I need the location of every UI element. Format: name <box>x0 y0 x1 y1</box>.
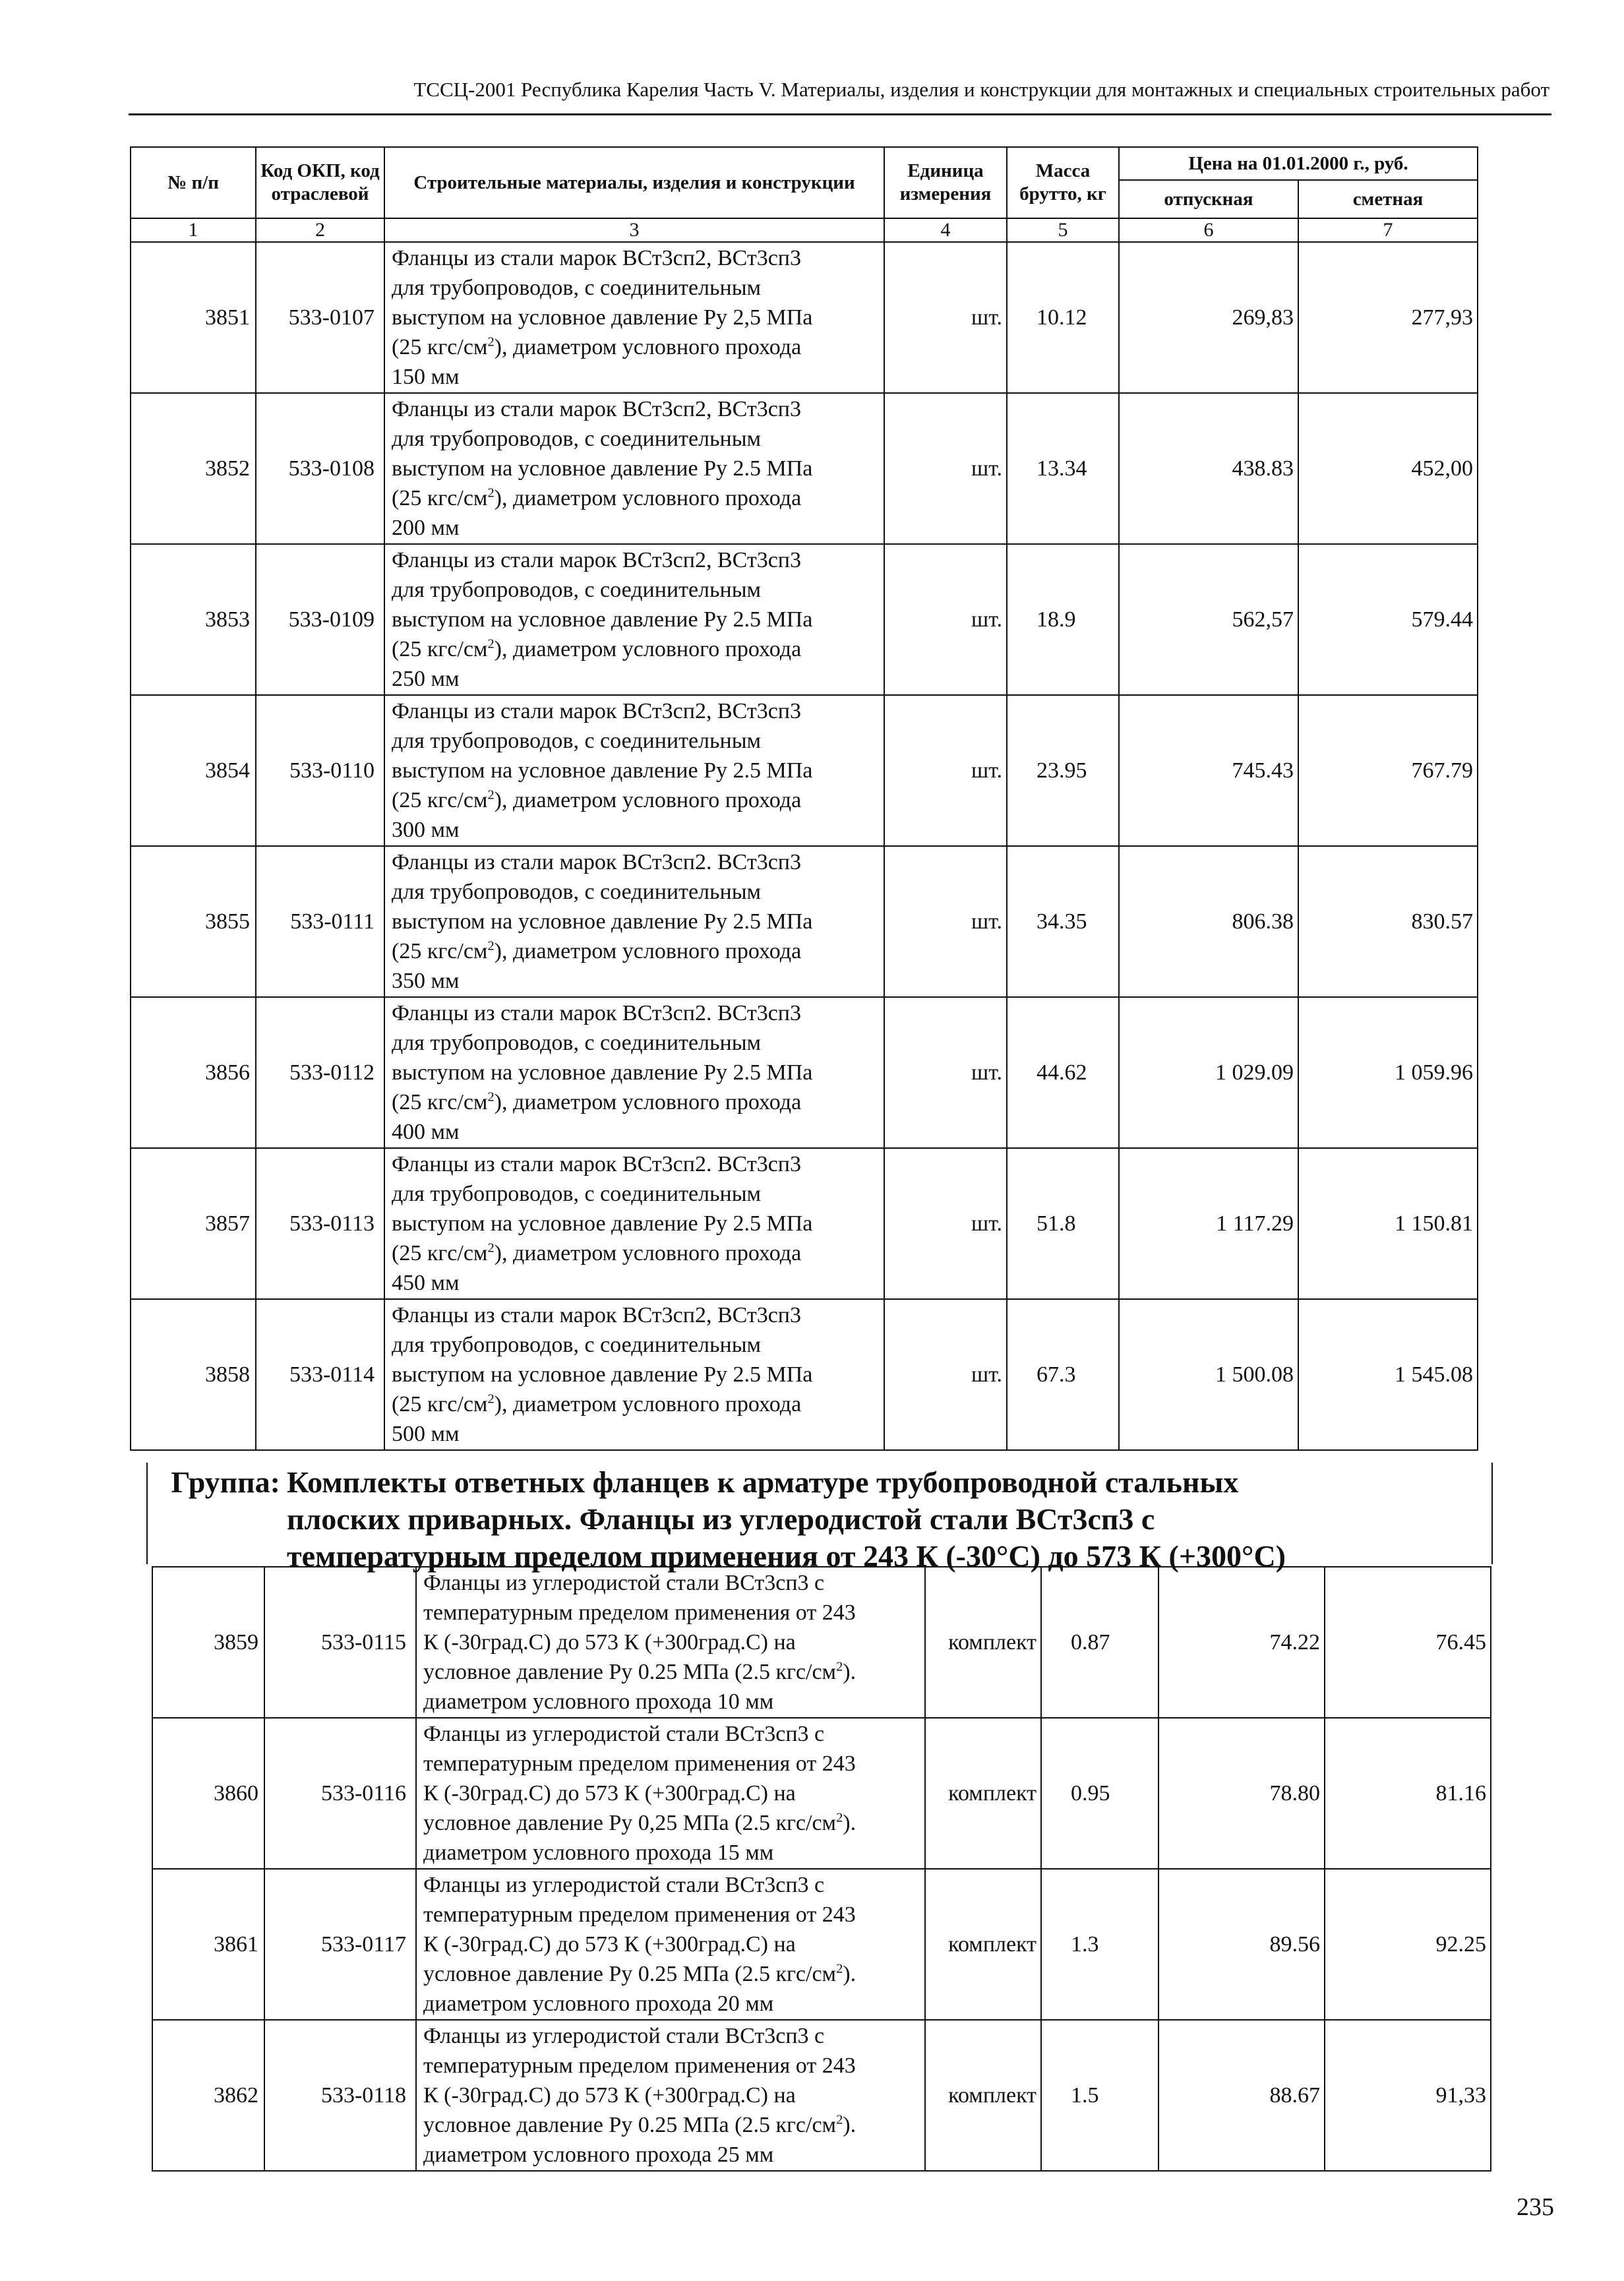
description-text: условное давление Ру 0.25 МПа (2.5 кгс/см <box>423 2113 837 2137</box>
superscript: 2 <box>487 787 495 803</box>
item-number: 3856 <box>131 997 256 1148</box>
description-line <box>392 785 884 815</box>
unit-of-measure: комплект <box>925 1869 1041 2020</box>
description-line: Фланцы из стали марок ВСт3сп2. ВСт3сп3 <box>392 850 801 874</box>
description-text: ), диаметром условного прохода <box>494 637 802 661</box>
superscript: 2 <box>487 1391 495 1407</box>
description-line: К (-30град.С) до 573 К (+300град.С) на <box>423 1630 796 1655</box>
table-row <box>131 846 1478 997</box>
column-number: 7 <box>1298 218 1478 242</box>
description-text: условное давление Ру 0.25 МПа (2.5 кгс/см <box>423 1962 837 1986</box>
description-line: Фланцы из стали марок ВСт3сп2. ВСт3сп3 <box>392 1152 801 1176</box>
estimate-price: 1 059.96 <box>1298 997 1478 1148</box>
col-header-unit: Единица измерения <box>884 147 1007 218</box>
description-text: ). <box>843 1811 857 1835</box>
unit-of-measure: комплект <box>925 1567 1041 1718</box>
table-row <box>152 2020 1491 2171</box>
column-number: 3 <box>384 218 884 242</box>
description-line: Фланцы из углеродистой стали ВСт3сп3 с <box>423 1722 825 1746</box>
table-row <box>131 1299 1478 1450</box>
item-number: 3857 <box>131 1148 256 1299</box>
header-rule <box>129 113 1551 115</box>
description-text: ), диаметром условного прохода <box>494 1392 802 1416</box>
description-line: 450 мм <box>392 1271 460 1295</box>
description-text: ), диаметром условного прохода <box>494 1090 802 1114</box>
description-text: ), диаметром условного прохода <box>494 335 802 359</box>
description-line <box>392 1238 884 1268</box>
description-text: ), диаметром условного прохода <box>494 939 802 963</box>
description-line <box>392 634 884 664</box>
description-line: для трубопроводов, с соединительным <box>392 578 762 602</box>
description-line: для трубопроводов, с соединительным <box>392 1182 762 1206</box>
group-title-line: плоских приварных. Фланцы из углеродистой стали ВСт3сп3 с <box>287 1502 1155 1536</box>
release-price: 269,83 <box>1119 242 1298 393</box>
okp-code: 533-0109 <box>256 544 384 695</box>
description-line: температурным пределом применения от 243 <box>423 1902 856 1927</box>
description-line: выступом на условное давление Ру 2.5 МПа <box>392 1060 813 1085</box>
description-line: Фланцы из стали марок ВСт3сп2, ВСт3сп3 <box>392 699 801 723</box>
description-line <box>423 1657 924 1687</box>
description-text: ). <box>843 1962 857 1986</box>
release-price: 1 500.08 <box>1119 1299 1298 1450</box>
unit-of-measure: шт. <box>884 544 1007 695</box>
release-price: 78.80 <box>1158 1718 1325 1869</box>
item-number: 3858 <box>131 1299 256 1450</box>
description-line: К (-30град.С) до 573 К (+300град.С) на <box>423 2083 796 2108</box>
estimate-price: 767.79 <box>1298 695 1478 846</box>
col-header-material: Строительные материалы, изделия и конструкции <box>384 147 884 218</box>
price-table-group <box>152 1566 1491 2172</box>
description-line: для трубопроводов, с соединительным <box>392 729 762 753</box>
table-row <box>152 1718 1491 1869</box>
estimate-price: 76.45 <box>1325 1567 1491 1718</box>
table-row <box>131 544 1478 695</box>
description-line: для трубопроводов, с соединительным <box>392 1333 762 1357</box>
unit-of-measure: шт. <box>884 393 1007 544</box>
description-line: 400 мм <box>392 1120 460 1144</box>
material-description <box>416 2020 925 2171</box>
description-text: (25 кгс/см <box>392 788 488 812</box>
superscript: 2 <box>836 1810 843 1825</box>
okp-code: 533-0111 <box>256 846 384 997</box>
okp-code: 533-0107 <box>256 242 384 393</box>
gross-mass: 1.5 <box>1041 2020 1158 2171</box>
gross-mass: 23.95 <box>1007 695 1119 846</box>
description-line: К (-30град.С) до 573 К (+300град.С) на <box>423 1781 796 1806</box>
description-line <box>392 483 884 513</box>
estimate-price: 92.25 <box>1325 1869 1491 2020</box>
description-line: выступом на условное давление Ру 2.5 МПа <box>392 758 813 783</box>
okp-code: 533-0110 <box>256 695 384 846</box>
unit-of-measure: шт. <box>884 242 1007 393</box>
gross-mass: 13.34 <box>1007 393 1119 544</box>
item-number: 3861 <box>152 1869 264 2020</box>
column-number: 6 <box>1119 218 1298 242</box>
material-description <box>384 695 884 846</box>
okp-code: 533-0108 <box>256 393 384 544</box>
unit-of-measure: комплект <box>925 2020 1041 2171</box>
gross-mass: 51.8 <box>1007 1148 1119 1299</box>
column-number-row <box>131 218 1478 242</box>
group-title-line: Комплекты ответных фланцев к арматуре трубопроводной стальных <box>287 1465 1239 1499</box>
estimate-price: 91,33 <box>1325 2020 1491 2171</box>
item-number: 3862 <box>152 2020 264 2171</box>
description-line: температурным пределом применения от 243 <box>423 2053 856 2078</box>
estimate-price: 81.16 <box>1325 1718 1491 1869</box>
description-line: Фланцы из стали марок ВСт3сп2, ВСт3сп3 <box>392 397 801 421</box>
item-number: 3855 <box>131 846 256 997</box>
material-description <box>384 242 884 393</box>
description-text: (25 кгс/см <box>392 637 488 661</box>
table-row <box>131 242 1478 393</box>
estimate-price: 277,93 <box>1298 242 1478 393</box>
material-description <box>384 393 884 544</box>
description-line: диаметром условного прохода 20 мм <box>423 1992 774 2016</box>
material-description <box>384 1299 884 1450</box>
column-number: 5 <box>1007 218 1119 242</box>
item-number: 3854 <box>131 695 256 846</box>
description-text: ), диаметром условного прохода <box>494 788 802 812</box>
description-line: выступом на условное давление Ру 2.5 МПа <box>392 1211 813 1236</box>
column-number: 1 <box>131 218 256 242</box>
description-line: Фланцы из углеродистой стали ВСт3сп3 с <box>423 1873 825 1897</box>
group-title-line: температурным пределом применения от 243 К (-30°С) до 573 К (+300°С) <box>287 1539 1286 1573</box>
material-description <box>384 997 884 1148</box>
okp-code: 533-0117 <box>264 1869 416 2020</box>
col-header-estimate-price: сметная <box>1298 180 1478 218</box>
description-text: ). <box>843 2113 857 2137</box>
description-line <box>392 1389 884 1419</box>
description-line: Фланцы из стали марок ВСт3сп2, ВСт3сп3 <box>392 1303 801 1327</box>
description-line: Фланцы из стали марок ВСт3сп2, ВСт3сп3 <box>392 246 801 270</box>
table-row <box>152 1869 1491 2020</box>
description-line: диаметром условного прохода 15 мм <box>423 1840 774 1865</box>
estimate-price: 830.57 <box>1298 846 1478 997</box>
description-line: выступом на условное давление Ру 2.5 МПа <box>392 1362 813 1387</box>
description-line: Фланцы из углеродистой стали ВСт3сп3 с <box>423 1571 825 1595</box>
material-description <box>384 846 884 997</box>
table-row <box>131 997 1478 1148</box>
description-line: выступом на условное давление Ру 2.5 МПа <box>392 607 813 632</box>
description-line: для трубопроводов, с соединительным <box>392 427 762 451</box>
superscript: 2 <box>487 636 495 652</box>
description-line: 300 мм <box>392 818 460 842</box>
table-row <box>131 1148 1478 1299</box>
release-price: 89.56 <box>1158 1869 1325 2020</box>
gross-mass: 34.35 <box>1007 846 1119 997</box>
superscript: 2 <box>487 938 495 954</box>
description-line: 200 мм <box>392 516 460 540</box>
item-number: 3851 <box>131 242 256 393</box>
gross-mass: 0.87 <box>1041 1567 1158 1718</box>
description-text: (25 кгс/см <box>392 1392 488 1416</box>
description-line <box>423 1808 924 1838</box>
release-price: 88.67 <box>1158 2020 1325 2171</box>
unit-of-measure: шт. <box>884 1299 1007 1450</box>
column-number: 4 <box>884 218 1007 242</box>
col-header-number: № п/п <box>131 147 256 218</box>
table-row <box>131 393 1478 544</box>
description-line: для трубопроводов, с соединительным <box>392 880 762 904</box>
item-number: 3859 <box>152 1567 264 1718</box>
superscript: 2 <box>836 2112 843 2127</box>
description-line: 150 мм <box>392 365 460 389</box>
superscript: 2 <box>836 1659 843 1674</box>
gross-mass: 18.9 <box>1007 544 1119 695</box>
estimate-price: 579.44 <box>1298 544 1478 695</box>
material-description <box>416 1869 925 2020</box>
material-description <box>384 544 884 695</box>
gross-mass: 0.95 <box>1041 1718 1158 1869</box>
description-text: (25 кгс/см <box>392 1090 488 1114</box>
gross-mass: 1.3 <box>1041 1869 1158 2020</box>
description-line: для трубопроводов, с соединительным <box>392 1031 762 1055</box>
description-line: 350 мм <box>392 969 460 993</box>
release-price: 562,57 <box>1119 544 1298 695</box>
description-line: выступом на условное давление Ру 2.5 МПа <box>392 456 813 481</box>
unit-of-measure: шт. <box>884 1148 1007 1299</box>
superscript: 2 <box>487 1240 495 1256</box>
material-description <box>416 1718 925 1869</box>
description-text: (25 кгс/см <box>392 1241 488 1265</box>
description-line: диаметром условного прохода 10 мм <box>423 1689 774 1714</box>
description-line: температурным пределом применения от 243 <box>423 1600 856 1625</box>
description-text: (25 кгс/см <box>392 939 488 963</box>
release-price: 438.83 <box>1119 393 1298 544</box>
description-text: условное давление Ру 0.25 МПа (2.5 кгс/см <box>423 1660 837 1684</box>
description-line: выступом на условное давление Ру 2.5 МПа <box>392 909 813 934</box>
table-row <box>152 1567 1491 1718</box>
description-line: К (-30град.С) до 573 К (+300град.С) на <box>423 1932 796 1957</box>
description-line: выступом на условное давление Ру 2,5 МПа <box>392 305 813 330</box>
col-header-mass: Масса брутто, кг <box>1007 147 1119 218</box>
material-description <box>384 1148 884 1299</box>
superscript: 2 <box>487 485 495 501</box>
okp-code: 533-0114 <box>256 1299 384 1450</box>
description-line <box>423 2110 924 2140</box>
table-row <box>131 695 1478 846</box>
gross-mass: 67.3 <box>1007 1299 1119 1450</box>
col-header-release-price: отпускная <box>1119 180 1298 218</box>
release-price: 74.22 <box>1158 1567 1325 1718</box>
description-line: Фланцы из углеродистой стали ВСт3сп3 с <box>423 2024 825 2048</box>
unit-of-measure: шт. <box>884 846 1007 997</box>
description-text: ), диаметром условного прохода <box>494 1241 802 1265</box>
description-text: условное давление Ру 0,25 МПа (2.5 кгс/см <box>423 1811 837 1835</box>
description-line: 250 мм <box>392 667 460 691</box>
superscript: 2 <box>487 334 495 350</box>
running-header: ТССЦ-2001 Республика Карелия Часть V. Материалы, изделия и конструкции для монтажных и специальных строительных работ <box>413 78 1549 101</box>
group-title <box>287 1464 1490 1575</box>
description-line: диаметром условного прохода 25 мм <box>423 2143 774 2167</box>
superscript: 2 <box>836 1961 843 1976</box>
description-line: Фланцы из стали марок ВСт3сп2. ВСт3сп3 <box>392 1001 801 1025</box>
description-text: ). <box>843 1660 857 1684</box>
gross-mass: 10.12 <box>1007 242 1119 393</box>
estimate-price: 452,00 <box>1298 393 1478 544</box>
unit-of-measure: шт. <box>884 997 1007 1148</box>
okp-code: 533-0118 <box>264 2020 416 2171</box>
okp-code: 533-0113 <box>256 1148 384 1299</box>
estimate-price: 1 545.08 <box>1298 1299 1478 1450</box>
item-number: 3853 <box>131 544 256 695</box>
description-line <box>392 332 884 362</box>
estimate-price: 1 150.81 <box>1298 1148 1478 1299</box>
superscript: 2 <box>487 1089 495 1105</box>
unit-of-measure: шт. <box>884 695 1007 846</box>
release-price: 745.43 <box>1119 695 1298 846</box>
col-header-code: Код ОКП, код отраслевой <box>256 147 384 218</box>
column-number: 2 <box>256 218 384 242</box>
description-text: (25 кгс/см <box>392 335 488 359</box>
description-line: для трубопроводов, с соединительным <box>392 276 762 300</box>
release-price: 806.38 <box>1119 846 1298 997</box>
description-line: 500 мм <box>392 1422 460 1446</box>
okp-code: 533-0116 <box>264 1718 416 1869</box>
release-price: 1 029.09 <box>1119 997 1298 1148</box>
release-price: 1 117.29 <box>1119 1148 1298 1299</box>
page-number: 235 <box>1517 2193 1554 2221</box>
description-line: температурным пределом применения от 243 <box>423 1751 856 1776</box>
gross-mass: 44.62 <box>1007 997 1119 1148</box>
material-description <box>416 1567 925 1718</box>
unit-of-measure: комплект <box>925 1718 1041 1869</box>
description-line <box>392 1087 884 1117</box>
col-header-price: Цена на 01.01.2000 г., руб. <box>1119 147 1478 180</box>
description-line <box>392 936 884 966</box>
description-text: ), диаметром условного прохода <box>494 486 802 510</box>
description-text: (25 кгс/см <box>392 486 488 510</box>
item-number: 3852 <box>131 393 256 544</box>
group-label: Группа: <box>171 1465 280 1499</box>
okp-code: 533-0115 <box>264 1567 416 1718</box>
description-line <box>423 1959 924 1989</box>
okp-code: 533-0112 <box>256 997 384 1148</box>
price-table <box>130 146 1478 1451</box>
item-number: 3860 <box>152 1718 264 1869</box>
description-line: Фланцы из стали марок ВСт3сп2, ВСт3сп3 <box>392 548 801 572</box>
